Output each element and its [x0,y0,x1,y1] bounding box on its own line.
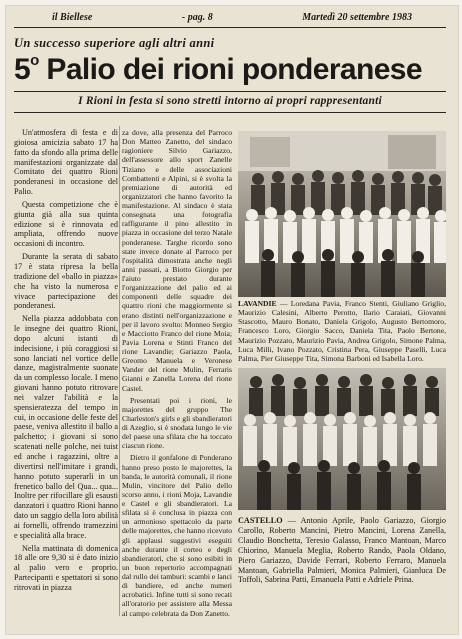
paragraph: Nella mattinata di domenica 18 alle ore 9,30 si è dato inizio al palio vero e proprio. Partecipanti e spettatori si sono ritrovati in piazza [14,543,118,592]
article-column-middle [122,128,232,621]
headline-number: 5 [14,53,31,86]
caption-team-name: CASTELLO [238,516,283,525]
masthead-rule [14,27,446,28]
caption-members: — Loredana Pavia, Franco Stenti, Giuliano Griglio, Maurizio Calesini, Alberto Perotto, Ilario Caraiati, Giovanni Stascotto, Mauro Bonato, Daniela Grigolo, Augusto Bertomoro, Francesco Loro, Giorgio Sacco, Daniela Tita, Paolo Bertone, Maurizio Pozzato, Maurizio Pavia, Andrea Grigolo, Simone Palma, Luca Milli, Ivano Pozzato, Cristina Pera, Giuseppe Paselli, Luca Palma, Pier Giuseppe Tita, Simona Barboni ed Isabella Loro. [238,299,446,363]
paragraph: Presentati poi i rioni, le majorettes del gruppo The Charleston's girls e gli sbandieratori di Azeglio, si è snodata lungo le vie del paese una sfilata che ha toccato ciascun rione. [122,395,232,451]
paragraph: Dietro il gonfalone di Ponderano hanno preso posto le majorettes, la banda, le autorità comunali, il rione Mulin, vincitore del Palio dello scorso anno, i rioni Moja, Lavandie e Castel e gli sbandieratori. La sfilata si è conclusa in piazza con un armonioso spettacolo da parte delle majorettes, che hanno ricevuto gli applausi suggestivi eseguiti anche durante il corteo e degli sbandieratori, che si sono esibiti in un buon repertorio accompagnati dal rullo dei tamburi: scambi e lanci di bandiere, ed anche numeri acrobatici. Infine tutti si sono recati all'oratorio per assistere alla Messa al campo celebrata da Don Zanetto. [122,453,232,618]
paragraph: Nella piazza addobbata con le insegne dei quattro Rioni, dopo alcuni istanti di indecisione, i più coraggiosi si sono lanciati nel vortice delle danze, magistralmente suonate da un complesso locale. I meno giovani hanno potuto ritrovare nei valzer l'abilità e la spensieratezza del tempo in cui, in occasione delle feste del paese, veniva allestito il ballo a palchetto; i giovani si sono scatenati nelle polche, nei tuist ed anche i ragazzini, oltre a divertirsi nell'imitare i grandi, hanno potuto superarli in un frenetico ballo del Qua... qua... Inoltre per rifocillare gli esausti danzatori i quattro Rioni hanno dato un saggio della loro abilità ai fornelli, offrendo tramezzini e specialità alla brace. [14,314,118,540]
team-photo-lavandie [238,131,446,297]
caption-team-name: LAVANDIE [238,299,277,308]
paragraph: Questa competizione che è giunta già alla sua quinta edizione si è rinnovata ed ampliata, offrendo nuove occasioni di incontro. [14,199,118,249]
paragraph: Durante la serata di sabato 17 è stata ripresa la bella tradizione del «ballo in piazza» che ha visto la numerosa e vivace partecipazione dei ponderanesi. [14,252,118,311]
page-number: - pag. 8 [181,12,213,23]
subhead-rule-bottom [14,112,446,113]
column-divider [119,126,120,616]
headline [14,54,448,86]
kicker: Un successo superiore agli altri anni [14,36,215,50]
group-photo-image [238,131,446,297]
headline-ordinal-mark: o [30,52,39,69]
subhead: I Rioni in festa si sono stretti intorno ai propri rappresentanti [78,95,382,107]
paragraph: Un'atmosfera di festa e di gioiosa amicizia sabato 17 ha fatto da sfondo alla prima delle manifestazioni organizzate dal Comitato dei quattro Rioni ponderanesi in occasione del Palio. [14,128,118,197]
group-photo-image [238,368,446,510]
issue-date: Martedì 20 settembre 1983 [302,12,412,23]
paragraph: za dove, alla presenza del Parroco Don Matteo Zanetto, del sindaco ragioniere Silvio Gariazzo, dell'assessore allo sport Zanelle Tiziano e delle associazioni Combattenti e Alpini, si è svolta la premiazione di autorità ed organizzatori che hanno favorito la manifestazione. Al sindaco è stata consegnata una fotografia raffigurante il pino allestito in piazza in occasione del terzo Natale ponderanese. Targhe ricordo sono state invece donate al Parroco per l'ospitalità dimostrata anche negli anni passati, a Biotto Giorgio per l'aiuto prestato durante l'organizzazione del palio ed ai componenti delle squadre dei quattro rioni che maggiormente si erano distinti nell'organizzazione e per il lavoro svolto: Monneo Sergio e Macciotto Franco del rione Moia; Pavia Lorena e Stinti Franco del rione Lavandie; Gariazzo Paola, Greomo Manuela e Veronese Vander del rione Mulin, Ferraris Gianni e Zanella Lorena del rione Castel. [122,128,232,393]
headline-text: Palio dei rioni ponderanese [46,53,422,86]
article-column-left [14,128,118,596]
masthead [52,12,412,24]
photo-caption-lavandie [238,299,446,363]
caption-members: — Antonio Aprile, Paolo Gariazzo, Giorgio Carollo, Roberto Mancini, Pietro Mancini, Lorena Zanella, Claudio Bonchetta, Teresio Galasso, Franco Mantoan, Marco Chiorino, Manuela Meglia, Roberto Rando, Paola Oldano, Piero Gariazzo, Davide Ferrari, Roberto Ferraro, Manuela Mantoan, Gabriella Palmieri, Monica Palmieri, Gianluca De Toffoli, Sabrina Patti, Emanuela Patti e Adriele Prina. [238,516,446,585]
subhead-rule-top [14,91,446,92]
team-photo-castello [238,368,446,510]
newspaper-name: il Biellese [52,12,93,23]
photo-caption-castello [238,516,446,585]
